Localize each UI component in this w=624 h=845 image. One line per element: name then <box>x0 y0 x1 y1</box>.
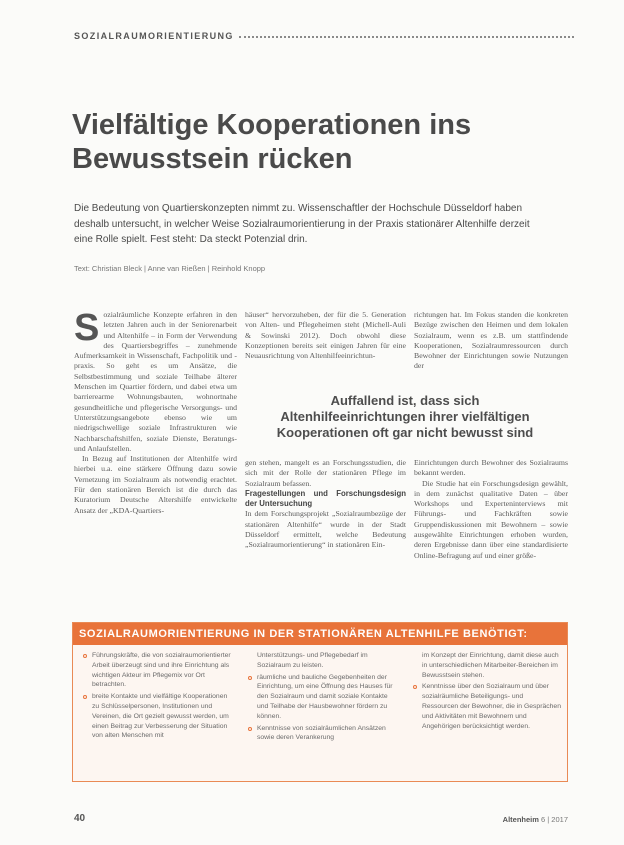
info-box-item-text: räumliche und bauliche Gegebenheiten der Einrichtung, um eine Öffnung des Hauses für den Sozialraum und damit soziale Kontakte und Teilhabe der Hausbewohner fördern zu können. <box>256 673 393 720</box>
pull-quote <box>242 393 568 441</box>
column2-paragraph-3: In dem Forschungsprojekt „Sozialraumbezüge der stationären Altenhilfe“ wurde in der Stadt Düsseldorf ermittelt, welche Bedeutung „Sozialraumorientierung“ in stationären Ein- <box>245 509 406 550</box>
info-box-heading: SOZIALRAUMORIENTIERUNG IN DER STATIONÄREN ALTENHILFE BENÖTIGT: <box>73 623 567 645</box>
bullet-circle-icon <box>83 654 87 658</box>
article-title <box>72 108 542 176</box>
column1-paragraph-1-text: ozialräumliche Konzepte erfahren in den letzten Jahren auch in der Seniorenarbeit und Altenhilfe – in Form der Verwendung des Quartiersbegriffes – zunehmende Aufmerksamkeit in Wissenschaft, Fachpolitik und -praxis. So geht es um Ansätze, die Selbstbestimmung und soziale Teilhabe älterer Menschen im Quartier fördern, und dabei etwa um barrierearme Wohnungsbauten, wohnortnahe gesundheitliche und pflegerische Versorgungs- und Unterstützungsangebote ebenso wie um niedrigschwellige soziale Infrastrukturen wie Nachbarschaftshilfen, soziale Dienste, Beratungs- und Anlaufstellen. <box>74 310 237 453</box>
info-box-item-text: Führungskräfte, die von sozialraumorientierter Arbeit überzeugt sind und ihre Einrichtung als wichtigen Akteur im Pflegemix vor Ort betrachten. <box>92 652 231 689</box>
magazine-name: Altenheim <box>502 815 539 824</box>
info-box-item <box>413 682 561 731</box>
text-column-2-bottom <box>245 458 406 551</box>
column3-paragraph-1: richtungen hat. Im Fokus standen die konkreten Bezüge zwischen den Heimen und dem lokalen Sozialraum, wenn es z.B. um stattfindende Kooperationen, Sozialraumressourcen durch Bewohner der Einrichtungen sowie Nutzungen der <box>414 310 568 371</box>
info-box-item-text: breite Kontakte und vielfältige Kooperationen zu Schlüsselpersonen, Institutionen und Vereinen, die Ort gezielt gewusst werden, um einen Beitrag zur Verbesserung der Situation von alten Menschen mit <box>92 693 229 740</box>
magazine-footer <box>503 815 568 824</box>
pull-quote-line-3: Kooperationen oft gar nicht bewusst sind <box>276 425 534 440</box>
title-line-1: Vielfältige Kooperationen ins <box>72 109 472 141</box>
info-box-columns <box>73 651 567 745</box>
column2-paragraph-1: häuser“ hervorzuheben, der für die 5. Generation von Alten- und Pflegeheimen steht (Michell-Auli & Sowinski 2012). Doch obwohl diese Konzeptionen bereits seit einigen Jahren für eine Neuausrichtung von Altenhilfeeinrichtun- <box>245 310 406 361</box>
pull-quote-line-2: Altenhilfeeinrichtungen ihrer vielfältigen <box>280 409 530 424</box>
article-lead: Die Bedeutung von Quartierskonzepten nimmt zu. Wissenschaftler der Hochschule Düsseldorf haben deshalb untersucht, in welcher Weise Sozialraumorientierung in der Praxis stationärer Altenhilfe derzeit eine Rolle spielt. Fest steht: Da steckt Potenzial drin. <box>74 203 530 245</box>
column3-paragraph-2: Einrichtungen durch Bewohner des Sozialraums bekannt werden. <box>414 458 568 478</box>
title-line-2: Bewusstsein rücken <box>72 143 353 175</box>
text-column-3-top <box>414 310 568 372</box>
text-column-1 <box>74 307 237 516</box>
column2-paragraph-2: gen stehen, mangelt es an Forschungsstudien, die sich mit der Rolle der stationären Pflege im Sozialraum befassen. <box>245 458 406 488</box>
pull-quote-line-1: Auffallend ist, dass sich <box>330 393 480 408</box>
info-box-continuation: Unterstützungs- und Pflegebedarf im Sozialraum zu leisten. <box>256 652 368 669</box>
info-box-item <box>83 692 232 741</box>
text-column-3-bottom <box>414 458 568 561</box>
bullet-circle-icon <box>248 676 252 680</box>
info-box-item <box>248 673 397 722</box>
issue-number: 6 | 2017 <box>541 815 568 824</box>
bullet-circle-icon <box>83 695 87 699</box>
author-byline: Text: Christian Bleck | Anne van Rießen | Reinhold Knopp <box>74 264 266 273</box>
info-box-continuation: im Konzept der Einrichtung, damit diese auch in unterschiedlichen Mitarbeiter-Bereichen im Bewusstsein stehen. <box>421 652 559 679</box>
info-box-column-1 <box>73 651 238 745</box>
section-rubric <box>74 29 574 43</box>
column1-paragraph-2: In Bezug auf Institutionen der Altenhilfe wird hierbei u.a. eine stärkere Öffnung dazu sowie Vernetzung im Sozialraum als notwendig erachtet. Für den stationären Bereich ist die durch das Kuratorium Deutsche Altershilfe entwickelte Ansatz der „KDA-Quartiers- <box>74 454 237 515</box>
rubric-dotted-rule <box>239 36 574 38</box>
info-box-column-2 <box>238 651 403 745</box>
column2-subheading: Fragestellungen und Forschungsdesign der Untersuchung <box>245 488 406 509</box>
info-box-item-text: Kenntnisse von sozialräumlichen Ansätzen sowie deren Verankerung <box>256 724 386 742</box>
text-column-2-top <box>245 310 406 361</box>
column3-paragraph-3: Die Studie hat ein Forschungsdesign gewählt, in dem zunächst qualitative Daten – über Workshops und Experteninterviews mit Führungs- und Fachkräften sowie Gruppendiskussionen mit Bewohnern – sowie ausgewählte Einrichtungen erhoben wurden, deren Ergebnisse dann über eine standardisierte Online-Befragung auf und einer größe- <box>414 478 568 560</box>
info-box-item-text: Kenntnisse über den Sozialraum und über sozialräumliche Beteiligungs- und Ressourcen der Bewohner, die in Gesprächen und Aktivitäten mit Bewohnern und Angehörigen berücksichtigt werden. <box>421 683 561 730</box>
info-box-item <box>83 651 232 690</box>
column1-paragraph-1 <box>74 307 237 454</box>
bullet-circle-icon <box>413 685 417 689</box>
rubric-label: SOZIALRAUMORIENTIERUNG <box>74 31 234 41</box>
bullet-circle-icon <box>248 727 252 731</box>
info-box-item <box>248 724 397 744</box>
page-number: 40 <box>74 813 86 824</box>
info-box <box>72 622 568 782</box>
drop-cap: S <box>74 307 100 349</box>
info-box-column-3 <box>403 651 567 745</box>
